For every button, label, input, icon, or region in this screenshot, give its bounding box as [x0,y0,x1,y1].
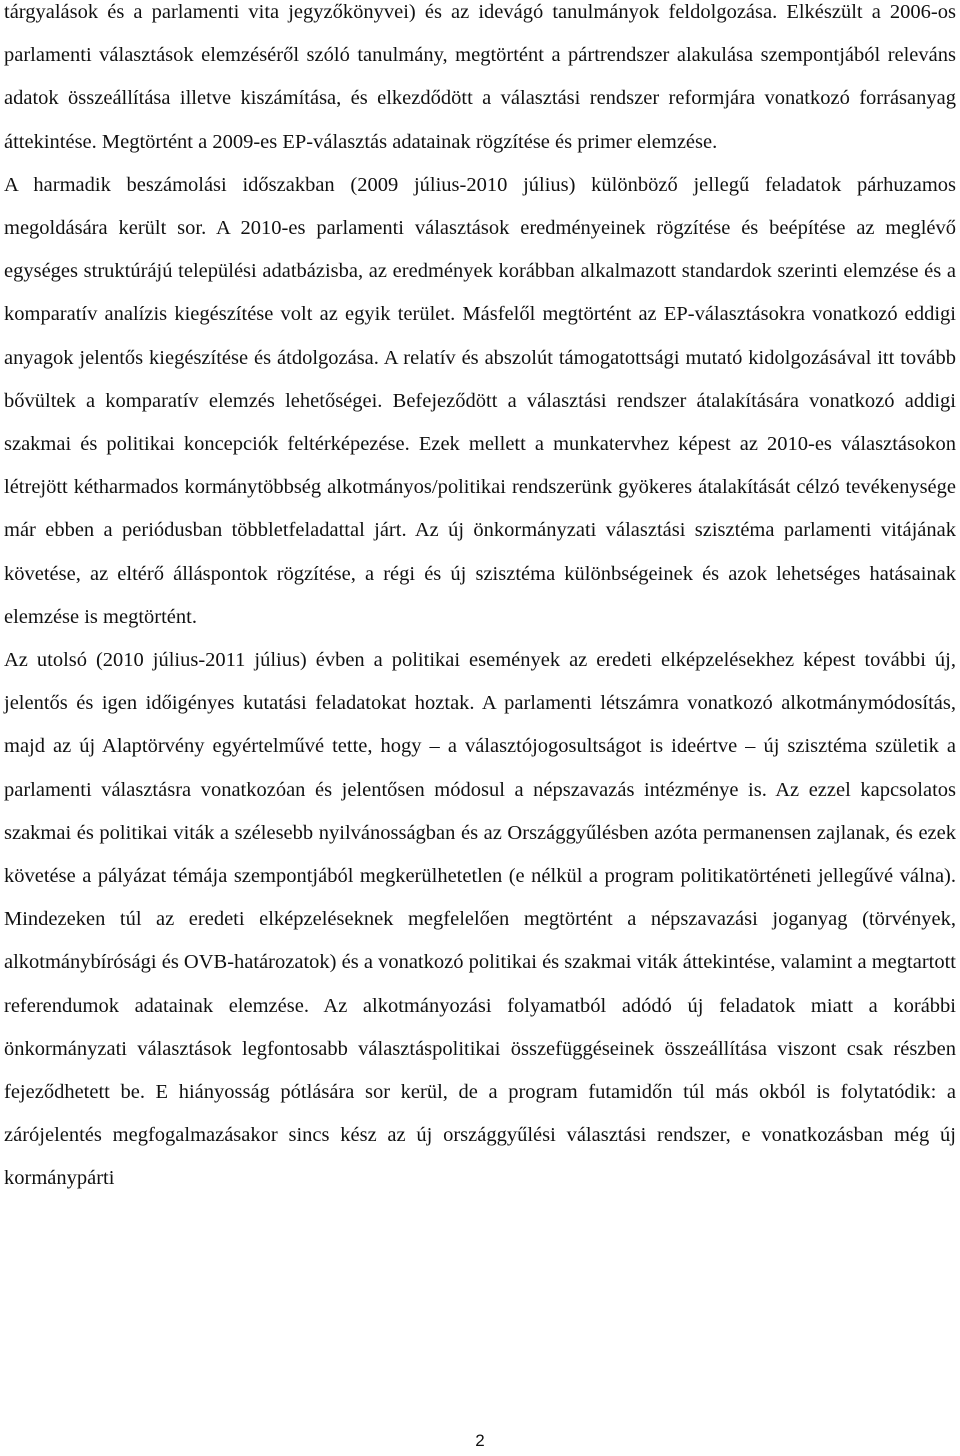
page-number: 2 [475,1431,485,1450]
paragraph-2: A harmadik beszámolási időszakban (2009 július-2010 július) különböző jellegű feladatok párhuzamos megoldására került sor. A 2010-es parlamenti választások eredményeinek rögzítése és beépítése az meglévő egységes struktúrájú települési adatbázisba, az eredmények korábban alkalmazott standardok szerinti elemzése és a komparatív analízis kiegészítése volt az egyik terület. Másfelől megtörtént az EP-választásokra vonatkozó eddigi anyagok jelentős kiegészítése és átdolgozása. A relatív és abszolút támogatottsági mutató kidolgozásával itt tovább bővültek a komparatív elemzés lehetőségei. Befejeződött a választási rendszer átalakítására vonatkozó addigi szakmai és politikai koncepciók feltérképezése. Ezek mellett a munkatervhez képest az 2010-es választásokon létrejött kétharmados kormánytöbbség alkotmányos/politikai rendszerünk gyökeres átalakítását célzó tevékenysége már ebben a periódusban többletfeladattal járt. Az új önkormányzati választási szisztéma parlamenti vitájának követése, az eltérő álláspontok rögzítése, a régi és új szisztéma különbségeinek és azok lehetséges hatásainak elemzése is megtörtént. [4,173,956,628]
paragraph-3: Az utolsó (2010 július-2011 július) évben a politikai események az eredeti elképzelésekhez képest további új, jelentős és igen időigényes kutatási feladatokat hoztak. A parlamenti létszámra vonatkozó alkotmánymódosítás, majd az új Alaptörvény egyértelművé tette, hogy – a választójogosultságot is ideértve – új szisztéma születik a parlamenti választásra vonatkozóan és jelentősen módosul a népszavazás intézménye is. Az ezzel kapcsolatos szakmai és politikai viták a szélesebb nyilvánosságban és az Országgyűlésben azóta permanensen zajlanak, és ezek követése a pályázat témája szempontjából megkerülhetetlen (e nélkül a program politikatörténeti jellegűvé válna). Mindezeken túl az eredeti elképzeléseknek megfelelően megtörtént a népszavazási joganyag (törvények, alkotmánybírósági és OVB-határozatok) és a vonatkozó politikai és szakmai viták áttekintése, valamint a megtartott referendumok adatainak elemzése. Az alkotmányozási folyamatból adódó új feladatok miatt a korábbi önkormányzati választások legfontosabb választáspolitikai összefüggéseinek összeállítása viszont csak részben fejeződhetett be. E hiányosság pótlására sor kerül, de a program futamidőn túl más okból is folytatódik: a zárójelentés megfogalmazásakor sincs kész az új országgyűlési választási rendszer, e vonatkozásban még új kormánypárti [4,649,956,1190]
paragraph-1: tárgyalások és a parlamenti vita jegyzőkönyvei) és az idevágó tanulmányok feldolgozása. Elkészült a 2006-os parlamenti választások elemzéséről szóló tanulmány, megtörtént a pártrendszer alakulása szempontjából releváns adatok összeállítása illetve kiszámítása, és elkezdődött a választási rendszer reformjára vonatkozó forrásanyag áttekintése. Megtörtént a 2009-es EP-választás adatainak rögzítése és primer elemzése. [4,1,956,153]
document-body [4,0,956,1201]
